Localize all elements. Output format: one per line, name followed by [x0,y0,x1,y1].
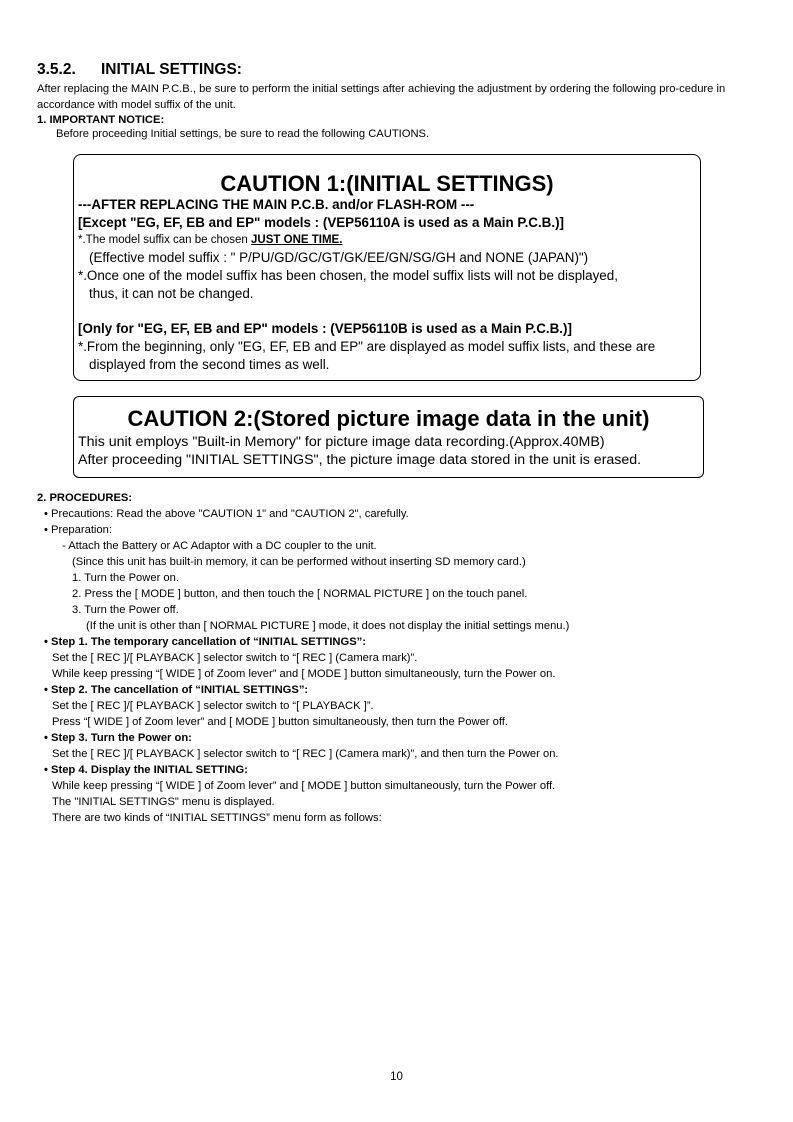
important-notice-heading: 1. IMPORTANT NOTICE: [37,114,165,126]
procedure-line: Set the [ REC ]/[ PLAYBACK ] selector switch to “[ REC ] (Camera mark)”. [52,652,418,664]
procedure-line: • Precautions: Read the above "CAUTION 1" and "CAUTION 2", carefully. [44,508,409,520]
caution-1-only-heading: [Only for "EG, EF, EB and EP" models : (VEP56110B is used as a Main P.C.B.)] [78,321,572,336]
caution-1-once-line-1: *.Once one of the model suffix has been chosen, the model suffix lists will not be displayed, [78,268,618,283]
page-number: 10 [390,1071,403,1083]
section-number: 3.5.2. [37,61,76,78]
procedure-step-heading: • Step 4. Display the INITIAL SETTING: [44,764,248,776]
caution-1-title: CAUTION 1:(INITIAL SETTINGS) [220,171,554,196]
caution-2-line-1: This unit employs "Built-in Memory" for picture image data recording.(Approx.40MB) [78,434,605,450]
procedure-line: The "INITIAL SETTINGS" menu is displayed. [52,796,275,808]
procedure-line: Set the [ REC ]/[ PLAYBACK ] selector switch to “[ REC ] (Camera mark)”, and then turn the Power on. [52,748,559,760]
caution-1-only-line-1: *.From the beginning, only "EG, EF, EB and EP" are displayed as model suffix lists, and these are [78,339,656,354]
procedure-line: Set the [ REC ]/[ PLAYBACK ] selector switch to “[ PLAYBACK ]”. [52,700,374,712]
procedure-step-heading: • Step 1. The temporary cancellation of “INITIAL SETTINGS”: [44,636,366,648]
caution-2-box [73,396,704,478]
caution-1-effective-suffix: (Effective model suffix : " P/PU/GD/GC/GT/GK/EE/GN/SG/GH and NONE (JAPAN)") [89,250,589,265]
caution-1-once-line-2: thus, it can not be changed. [89,286,254,301]
caution-1-suffix-emphasis: JUST ONE TIME. [251,234,343,246]
caution-1-box [73,154,701,381]
caution-1-subtitle: ---AFTER REPLACING THE MAIN P.C.B. and/or FLASH-ROM --- [78,197,475,212]
procedure-line: 1. Turn the Power on. [72,572,179,584]
caution-1-except-heading: [Except "EG, EF, EB and EP" models : (VEP56110A is used as a Main P.C.B.)] [78,215,564,230]
procedure-line: There are two kinds of “INITIAL SETTINGS” menu form as follows: [52,812,382,824]
procedure-line: • Preparation: [44,524,112,536]
important-notice-text: Before proceeding Initial settings, be sure to read the following CAUTIONS. [56,128,430,140]
caution-2-line-2: After proceeding "INITIAL SETTINGS", the picture image data stored in the unit is erased. [78,452,642,468]
section-title: INITIAL SETTINGS: [101,61,242,78]
procedure-line: 2. Press the [ MODE ] button, and then touch the [ NORMAL PICTURE ] on the touch panel. [72,588,528,600]
section-heading [37,61,242,79]
procedure-line: (Since this unit has built-in memory, it can be performed without inserting SD memory card.) [72,556,526,568]
procedure-step-heading: • Step 3. Turn the Power on: [44,732,192,744]
caution-1-suffix-line [78,234,342,246]
section-intro: After replacing the MAIN P.C.B., be sure to perform the initial settings after achieving the adjustment by ordering the following pro-cedure in accordance with model suffix of the unit. [37,83,726,111]
procedure-line: (If the unit is other than [ NORMAL PICTURE ] mode, it does not display the initial settings menu.) [86,620,570,632]
procedure-line: - Attach the Battery or AC Adaptor with a DC coupler to the unit. [62,540,377,552]
caution-2-title: CAUTION 2:(Stored picture image data in the unit) [127,406,650,431]
procedures-heading: 2. PROCEDURES: [37,492,133,504]
procedure-line: Press “[ WIDE ] of Zoom lever” and [ MODE ] button simultaneously, then turn the Power off. [52,716,508,728]
caution-1-only-line-2: displayed from the second times as well. [89,357,330,372]
procedure-line: While keep pressing “[ WIDE ] of Zoom lever” and [ MODE ] button simultaneously, turn the Power off. [52,780,556,792]
procedure-step-heading: • Step 2. The cancellation of “INITIAL SETTINGS”: [44,684,309,696]
caution-1-suffix-prefix: *.The model suffix can be chosen [78,234,252,246]
procedure-line: While keep pressing “[ WIDE ] of Zoom lever” and [ MODE ] button simultaneously, turn the Power on. [52,668,556,680]
procedure-line: 3. Turn the Power off. [72,604,179,616]
